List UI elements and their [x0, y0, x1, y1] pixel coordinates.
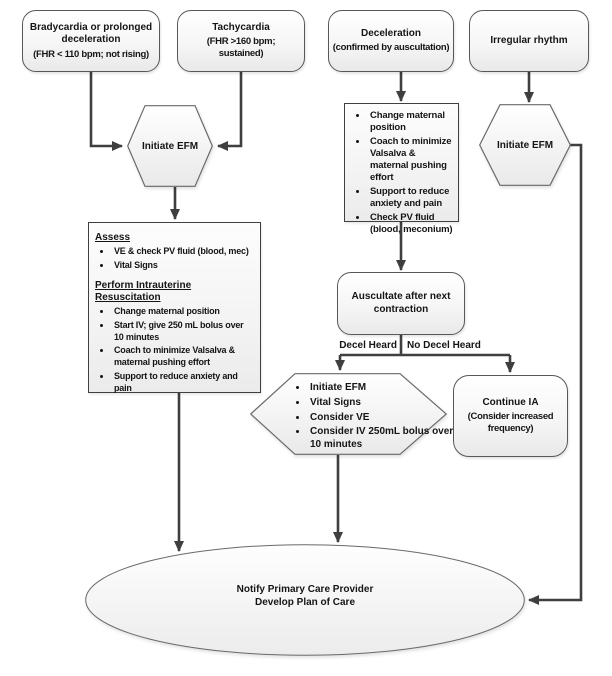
node-initiate-efm-right-label: Initiate EFM	[496, 139, 554, 151]
node-tachycardia	[177, 10, 305, 72]
list-item: • Initiate EFM	[308, 382, 460, 395]
efm-bundle-list	[288, 382, 462, 454]
node-decel-actions	[344, 103, 459, 235]
node-tachycardia-subtitle: (FHR >160 bpm; sustained)	[206, 36, 276, 60]
connector-bradycardia-to-efm	[91, 72, 122, 146]
node-irregular-rhythm	[469, 10, 589, 72]
node-continue-ia-subtitle: (Consider increased frequency)	[467, 411, 554, 435]
list-item: • Vital Signs	[308, 397, 460, 410]
node-auscultate-label: Auscultate after next contraction	[351, 291, 451, 315]
connector-tachycardia-to-efm	[218, 72, 241, 146]
list-item: • VE & check PV fluid (blood, mec)	[112, 246, 254, 258]
resuscitation-heading: Perform Intrauterine Resuscitation	[95, 280, 192, 304]
list-item: • Support to reduce anxiety and pain	[112, 371, 254, 394]
list-item: • Coach to minimize Valsalva & maternal pushing effort	[112, 345, 254, 368]
list-item: • Vital Signs	[112, 260, 254, 272]
list-item: • Consider VE	[308, 412, 460, 425]
node-efm-bundle	[250, 373, 454, 455]
resuscitation-list	[95, 306, 256, 394]
notify-line1: Notify Primary Care Provider	[236, 583, 374, 595]
node-bradycardia-subtitle: (FHR < 110 bpm; not rising)	[33, 48, 149, 60]
notify-line2: Develop Plan of Care	[254, 597, 356, 608]
branch-label-no-decel-heard: No Decel Heard	[407, 340, 481, 351]
node-assess	[88, 222, 261, 393]
node-continue-ia	[453, 375, 568, 457]
list-item: • Support to reduce anxiety and pain	[368, 186, 454, 210]
node-continue-ia-title: Continue IA	[482, 396, 539, 408]
connector-efm-right-to-notify	[529, 145, 581, 600]
list-item: • Check PV fluid (blood, meconium)	[368, 212, 454, 236]
node-notify-provider	[85, 544, 525, 656]
decel-actions-list	[350, 110, 456, 236]
node-initiate-efm-left-label: Initiate EFM	[141, 140, 199, 152]
list-item: • Consider IV 250mL bolus over 10 minutes	[308, 426, 460, 452]
node-bradycardia-title: Bradycardia or prolonged deceleration	[29, 21, 153, 46]
node-auscultate	[337, 272, 465, 335]
assess-list	[95, 246, 256, 271]
node-initiate-efm-right	[479, 104, 571, 186]
node-initiate-efm-left	[127, 105, 213, 187]
node-notify-provider-label	[85, 544, 525, 656]
node-bradycardia	[22, 10, 160, 72]
node-deceleration-title: Deceleration	[360, 27, 422, 39]
node-deceleration-subtitle: (confirmed by auscultation)	[332, 42, 450, 54]
assess-heading: Assess	[95, 232, 131, 243]
list-item: • Change maternal position	[112, 306, 254, 318]
node-irregular-rhythm-title: Irregular rhythm	[490, 34, 568, 46]
list-item: • Start IV; give 250 mL bolus over 10 minutes	[112, 320, 254, 343]
list-item: • Coach to minimize Valsalva & maternal pushing effort	[368, 136, 454, 184]
branch-label-decel-heard: Decel Heard	[339, 340, 397, 351]
node-tachycardia-title: Tachycardia	[212, 21, 270, 33]
node-deceleration	[328, 10, 454, 72]
list-item: • Change maternal position	[368, 110, 454, 134]
